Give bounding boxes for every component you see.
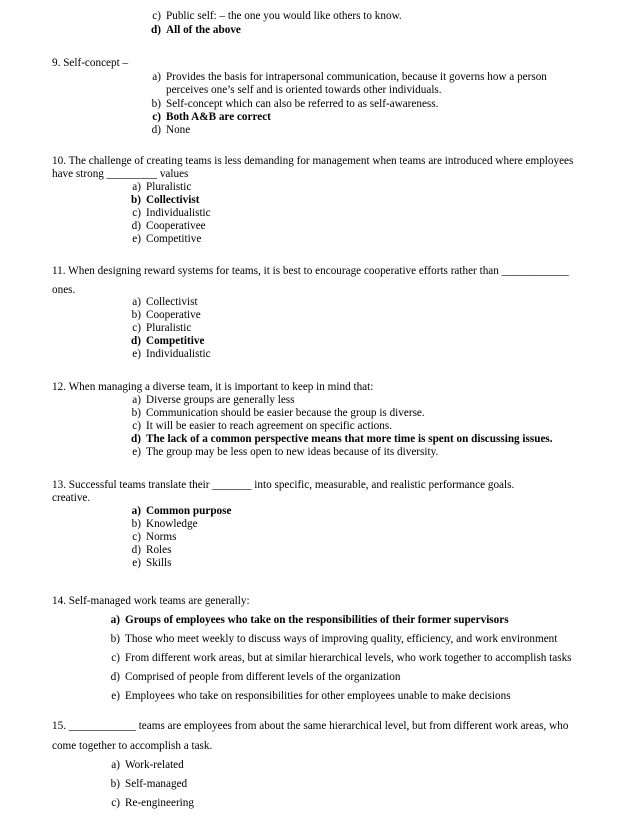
q13-option-c: c) Norms — [132, 531, 177, 543]
q12-option-d-answer: d) The lack of a common perspective means that more time is spent on discussing issues. — [131, 433, 553, 445]
q15-option-b: b) Self-managed — [110, 778, 188, 790]
q11-option-e: e) Individualistic — [132, 348, 211, 360]
q10-option-a: a) Pluralistic — [132, 181, 192, 193]
q14-option-d: d) Comprised of people from different levels of the organization — [110, 671, 401, 683]
q12-option-a: a) Diverse groups are generally less — [132, 394, 295, 406]
question-13-stem-line2: creative. — [52, 492, 91, 504]
q12-option-b: b) Communication should be easier because the group is diverse. — [131, 407, 425, 419]
q9-option-d: d) None — [151, 124, 191, 136]
q10-option-b-answer: b) Collectivist — [131, 194, 200, 206]
question-9-stem: 9. Self-concept – — [52, 57, 129, 69]
q13-option-a-answer: a) Common purpose — [131, 505, 232, 517]
q15-option-c: c) Re-engineering — [111, 797, 194, 809]
q9-option-b: b) Self-concept which can also be referred to as self-awareness. — [151, 98, 439, 110]
question-14-stem: 14. Self-managed work teams are generally: — [52, 595, 250, 607]
q9-option-c-answer: c) Both A&B are correct — [152, 111, 271, 123]
question-13-stem-line1: 13. Successful teams translate their _______ into specific, measurable, and realistic performance goals. — [52, 479, 515, 491]
q12-option-e: e) The group may be less open to new ideas because of its diversity. — [132, 446, 439, 458]
q10-option-c: c) Individualistic — [132, 207, 211, 219]
question-11-stem-line1: 11. When designing reward systems for teams, it is best to encourage cooperative efforts rather than ____________ — [52, 265, 569, 277]
question-11-stem-line2: ones. — [52, 284, 76, 296]
q11-option-d-answer: d) Competitive — [131, 335, 205, 347]
question-12-stem: 12. When managing a diverse team, it is important to keep in mind that: — [52, 381, 374, 393]
q13-option-d: d) Roles — [131, 544, 172, 556]
q11-option-c: c) Pluralistic — [132, 322, 192, 334]
question-15-stem-line2: come together to accomplish a task. — [52, 740, 213, 752]
question-10-stem-line2: have strong _________ values — [52, 168, 189, 180]
q14-option-c: c) From different work areas, but at similar hierarchical levels, who work together to accomplish tasks — [111, 652, 572, 664]
q13-option-e: e) Skills — [132, 557, 172, 569]
option-d-answer: d) All of the above — [151, 24, 241, 36]
q10-option-d: d) Cooperativee — [131, 220, 206, 232]
q14-option-b: b) Those who meet weekly to discuss ways of improving quality, efficiency, and work environment — [110, 633, 558, 645]
q11-option-b: b) Cooperative — [131, 309, 201, 321]
q14-option-e: e) Employees who take on responsibilities for other employees unable to make decisions — [111, 690, 511, 702]
option-c: c) Public self: – the one you would like others to know. — [152, 10, 402, 22]
q15-option-a: a) Work-related — [111, 759, 184, 771]
q13-option-b: b) Knowledge — [131, 518, 198, 530]
question-15-stem-line1: 15. ____________ teams are employees from about the same hierarchical level, but from different work areas, who — [52, 720, 569, 732]
question-10-stem-line1: 10. The challenge of creating teams is less demanding for management when teams are introduced where employees — [52, 155, 574, 167]
q12-option-c: c) It will be easier to reach agreement on specific actions. — [132, 420, 393, 432]
q14-option-a-answer: a) Groups of employees who take on the responsibilities of their former supervisors — [110, 614, 509, 626]
q11-option-a: a) Collectivist — [132, 296, 198, 308]
q10-option-e: e) Competitive — [132, 233, 202, 245]
q9-option-a: a) Provides the basis for intrapersonal communication, because it governs how a person perceives one’s self and is oriented towards other individuals. — [152, 71, 547, 97]
